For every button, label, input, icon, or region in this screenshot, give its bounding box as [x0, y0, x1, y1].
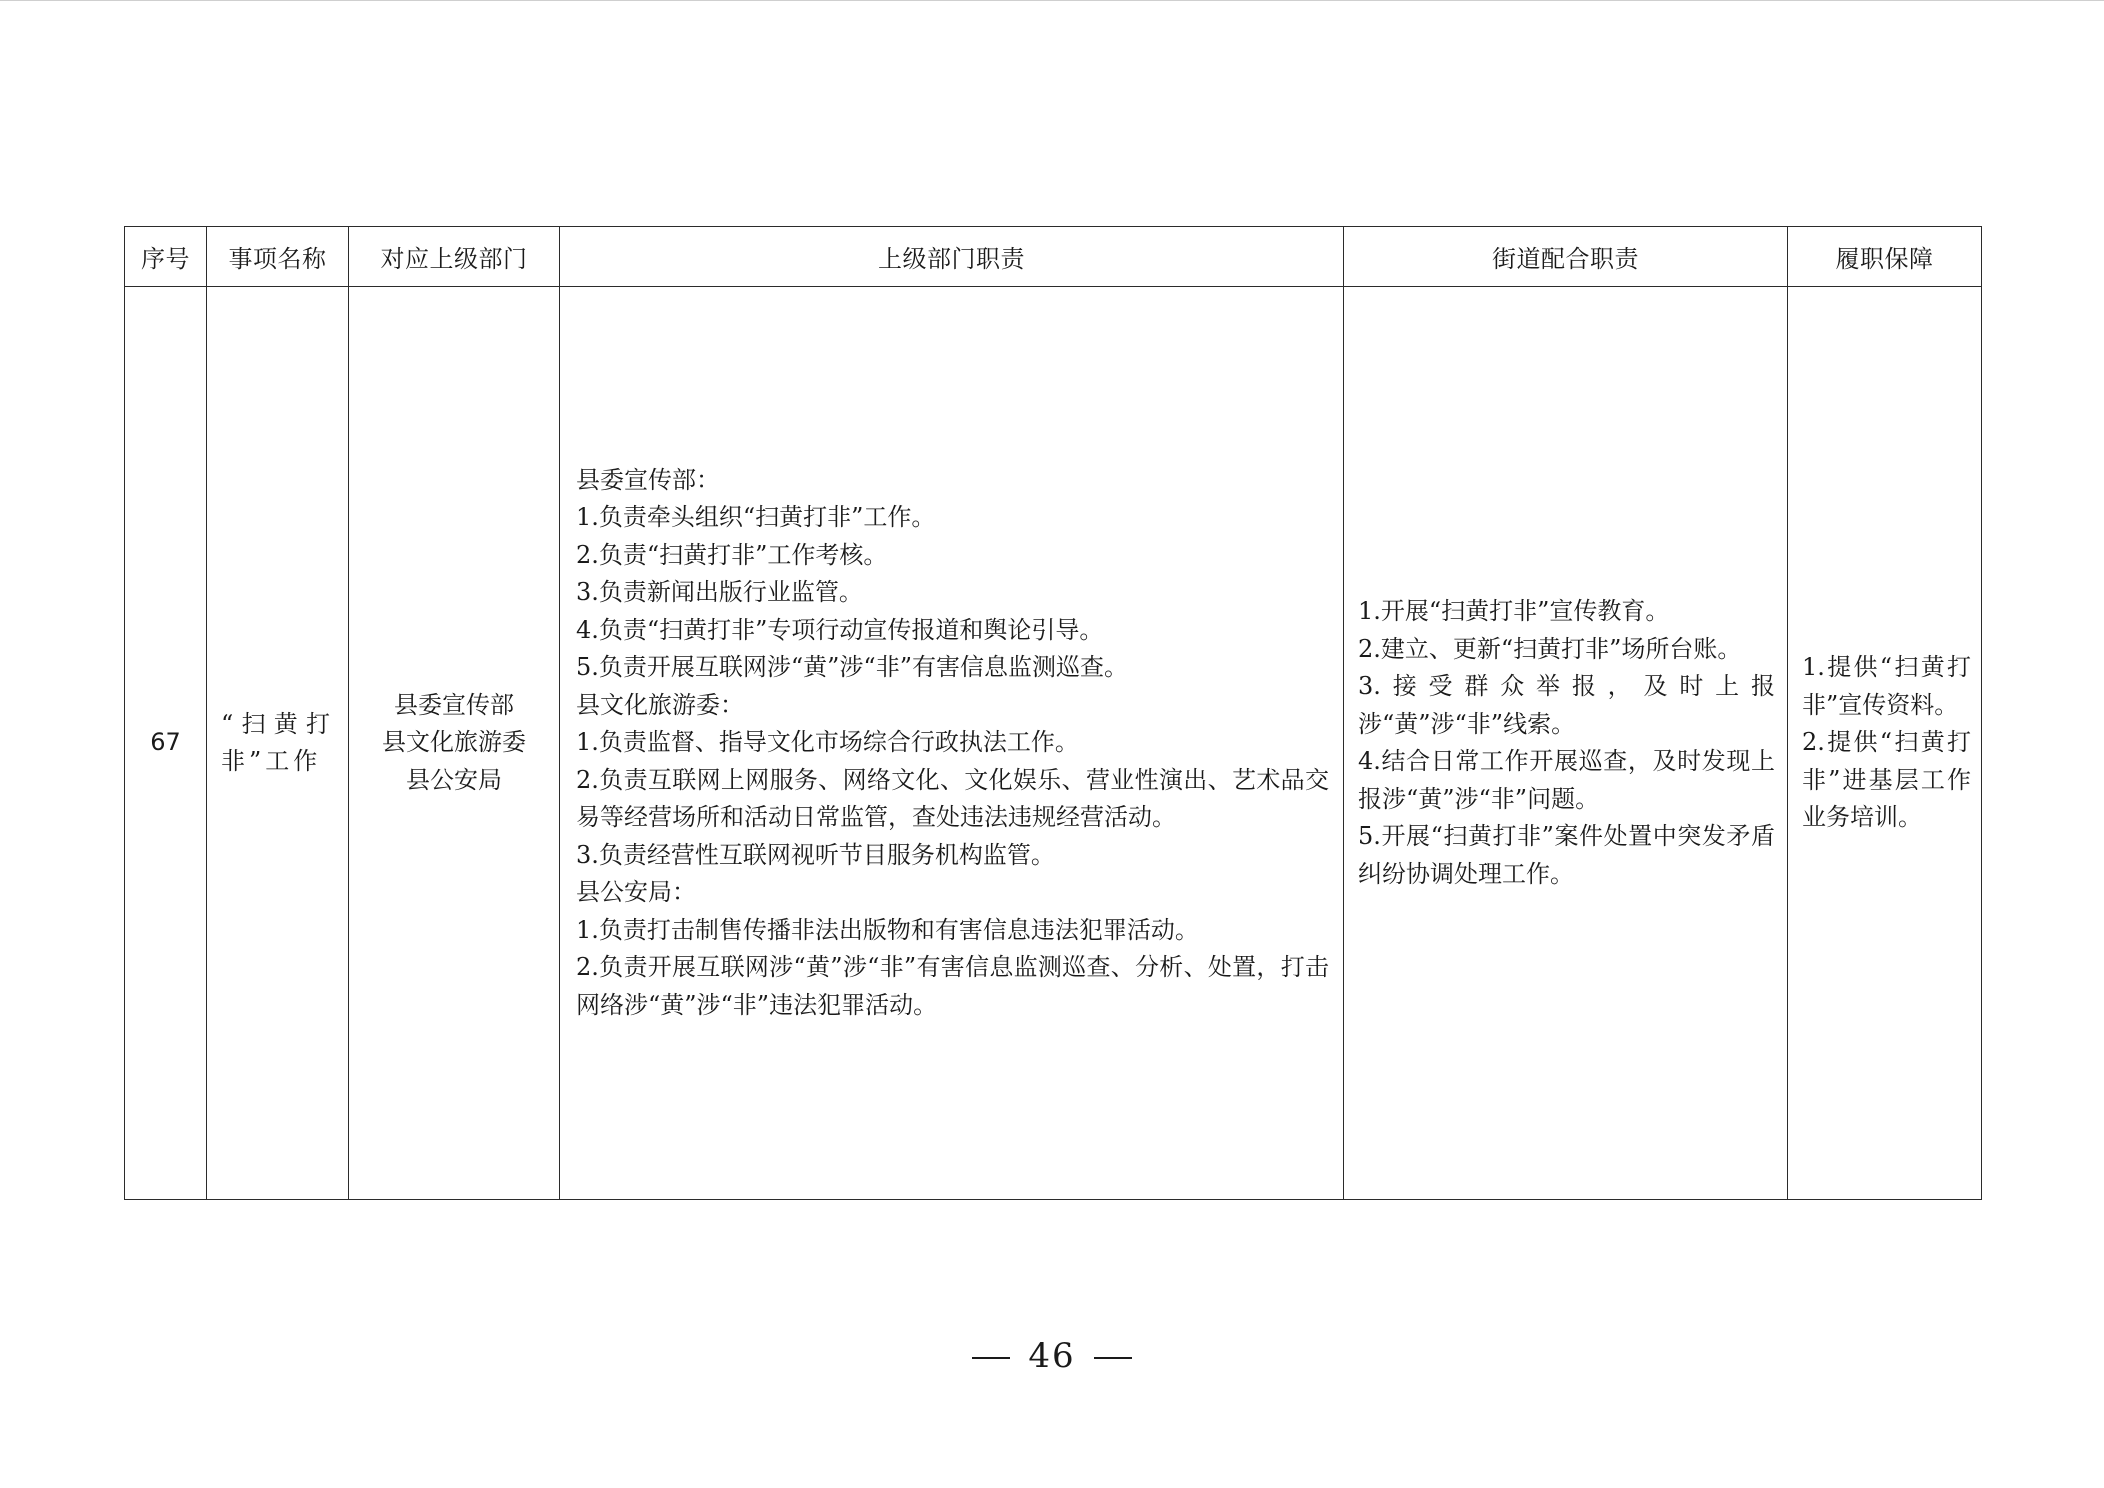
duty-heading: 县委宣传部：: [576, 465, 720, 494]
table-header-row: [125, 227, 1982, 287]
row-item-name: “扫黄打非”工作: [207, 287, 349, 1200]
department-line: 县委宣传部: [394, 690, 514, 719]
street-duty-line: 3.接受群众举报，及时上报涉“黄”涉“非”线索。: [1358, 672, 1775, 738]
duty-line: 3.负责经营性互联网视听节目服务机构监管。: [576, 840, 1055, 869]
table-row: [125, 287, 1982, 1200]
row-departments: [349, 287, 560, 1200]
header-department: 对应上级部门: [349, 227, 560, 287]
page-number: [0, 1336, 2104, 1376]
header-item-name: 事项名称: [207, 227, 349, 287]
duty-table: [124, 226, 1982, 1200]
guarantee-line: 1.提供“扫黄打非”宣传资料。: [1802, 653, 1971, 719]
guarantee-line: 2.提供“扫黄打非”进基层工作业务培训。: [1802, 728, 1971, 832]
duty-line: 5.负责开展互联网涉“黄”涉“非”有害信息监测巡查。: [576, 653, 1128, 682]
street-duty-line: 2.建立、更新“扫黄打非”场所台账。: [1358, 634, 1742, 663]
street-duty-line: 5.开展“扫黄打非”案件处置中突发矛盾纠纷协调处理工作。: [1358, 822, 1775, 888]
duty-line: 4.负责“扫黄打非”专项行动宣传报道和舆论引导。: [576, 615, 1104, 644]
page-dash-left: [972, 1357, 1010, 1359]
department-line: 县文化旅游委: [382, 728, 526, 757]
header-guarantee: 履职保障: [1788, 227, 1982, 287]
duty-line: 1.负责监督、指导文化市场综合行政执法工作。: [576, 728, 1079, 757]
page-dash-right: [1094, 1357, 1132, 1359]
duty-line: 3.负责新闻出版行业监管。: [576, 578, 863, 607]
header-seq: 序号: [125, 227, 207, 287]
duty-line: 2.负责开展互联网涉“黄”涉“非”有害信息监测巡查、分析、处置，打击网络涉“黄”涉“非”违法犯罪活动。: [576, 953, 1329, 1019]
duty-line: 1.负责打击制售传播非法出版物和有害信息违法犯罪活动。: [576, 915, 1199, 944]
page-number-value: 46: [1028, 1336, 1076, 1376]
header-upper-duties: 上级部门职责: [560, 227, 1344, 287]
header-street-duties: 街道配合职责: [1344, 227, 1788, 287]
street-duty-line: 1.开展“扫黄打非”宣传教育。: [1358, 597, 1670, 625]
duty-heading: 县公安局：: [576, 878, 696, 907]
top-border-rule: [0, 0, 2104, 1]
duty-line: 2.负责互联网上网服务、网络文化、文化娱乐、营业性演出、艺术品交易等经营场所和活动日常监管，查处违法违规经营活动。: [576, 765, 1329, 832]
row-seq: 67: [125, 287, 207, 1200]
row-upper-duties: [560, 287, 1344, 1200]
duty-line: 1.负责牵头组织“扫黄打非”工作。: [576, 503, 936, 532]
duty-line: 2.负责“扫黄打非”工作考核。: [576, 540, 888, 569]
duty-heading: 县文化旅游委：: [576, 690, 744, 719]
row-guarantees: [1788, 287, 1982, 1200]
department-line: 县公安局: [406, 765, 502, 794]
row-street-duties: [1344, 287, 1788, 1200]
street-duty-line: 4.结合日常工作开展巡查，及时发现上报涉“黄”涉“非”问题。: [1358, 747, 1775, 813]
